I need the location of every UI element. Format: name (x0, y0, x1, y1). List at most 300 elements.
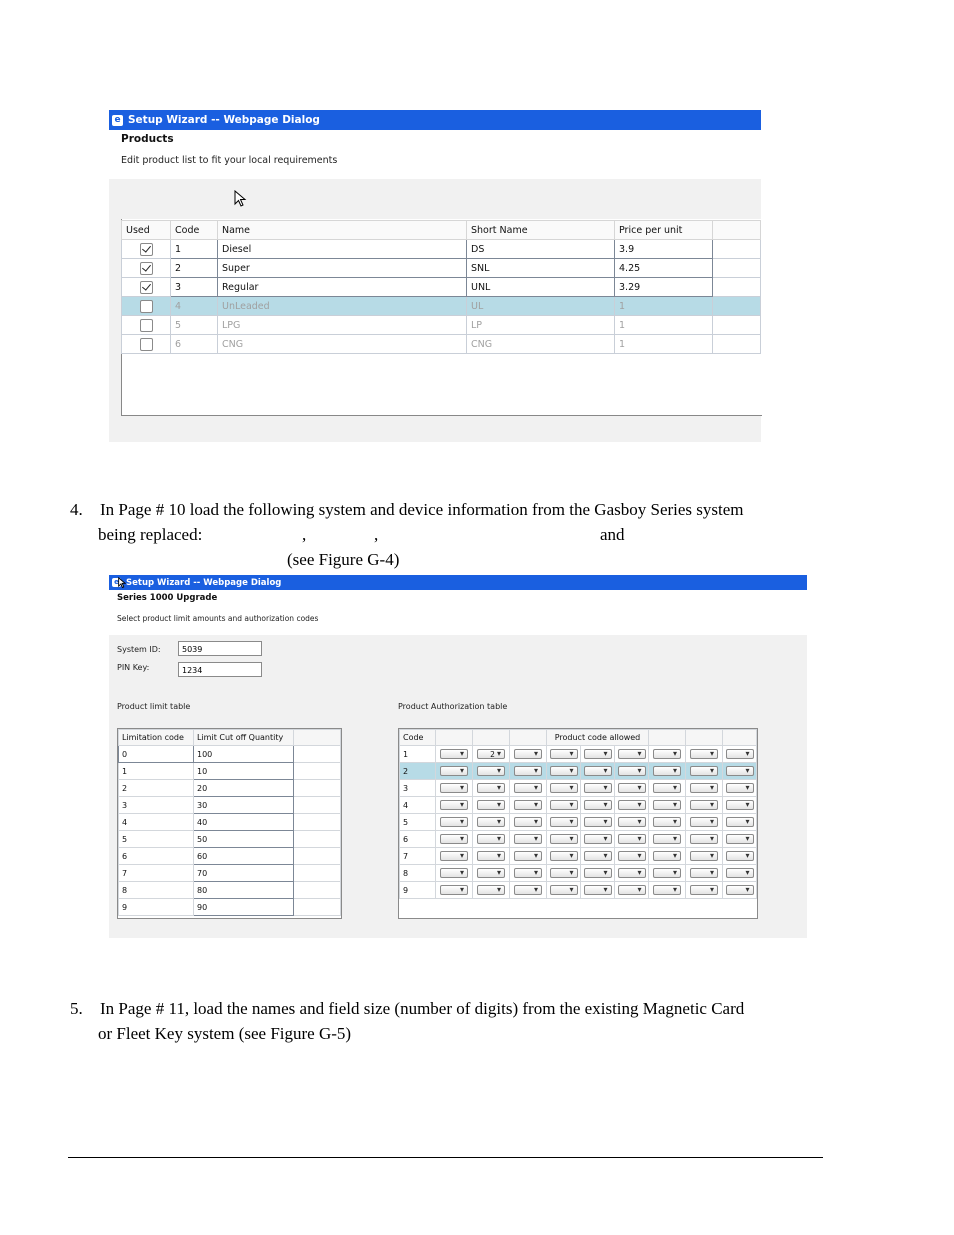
col-header-price[interactable]: Price per unit (615, 221, 713, 240)
name-cell[interactable]: Super (218, 259, 467, 278)
price-cell[interactable]: 4.25 (615, 259, 713, 278)
ie-icon: e (112, 115, 123, 126)
col-header-filler (294, 730, 341, 746)
filler-cell (294, 831, 341, 848)
auth-code-cell[interactable]: 4 (400, 797, 436, 814)
product-dropdown-cell (473, 763, 510, 780)
filler-cell (294, 848, 341, 865)
product-dropdown-cell (581, 763, 615, 780)
table-header-row (119, 730, 341, 746)
product-code-dropdown[interactable] (690, 885, 718, 895)
product-code-dropdown[interactable] (477, 868, 505, 878)
limit-qty-cell[interactable]: 100 (194, 746, 294, 763)
system-id-input[interactable]: 5039 (178, 641, 262, 656)
filler-cell (294, 865, 341, 882)
dialog-titlebar (109, 575, 807, 590)
product-dropdown-cell (547, 814, 581, 831)
product-code-dropdown[interactable] (550, 766, 578, 776)
product-code-dropdown[interactable] (653, 817, 681, 827)
table-row[interactable] (119, 899, 341, 916)
code-cell[interactable]: 4 (171, 297, 218, 316)
used-checkbox[interactable] (140, 281, 153, 294)
table-row[interactable] (400, 865, 757, 882)
price-cell[interactable]: 1 (615, 297, 713, 316)
product-code-dropdown[interactable] (514, 749, 542, 759)
step-4-comma2: , (374, 525, 379, 544)
col-header-blank (686, 730, 723, 746)
product-code-dropdown[interactable] (726, 783, 754, 793)
limitation-code-cell[interactable]: 4 (119, 814, 194, 831)
product-dropdown-cell (510, 746, 547, 763)
used-checkbox[interactable] (140, 262, 153, 275)
col-header-name[interactable]: Name (218, 221, 467, 240)
limitation-code-cell[interactable]: 2 (119, 780, 194, 797)
product-code-dropdown[interactable] (584, 766, 612, 776)
product-code-dropdown[interactable] (726, 851, 754, 861)
short-name-cell[interactable]: CNG (467, 335, 615, 354)
col-header-product-code-allowed[interactable]: Product code allowed (547, 730, 649, 746)
product-code-dropdown[interactable] (477, 800, 505, 810)
limit-qty-cell[interactable]: 90 (194, 899, 294, 916)
product-dropdown-cell (649, 831, 686, 848)
product-dropdown-cell (436, 814, 473, 831)
limit-qty-cell[interactable]: 30 (194, 797, 294, 814)
product-code-dropdown[interactable] (653, 749, 681, 759)
product-code-dropdown[interactable] (618, 834, 646, 844)
product-code-dropdown[interactable] (477, 885, 505, 895)
code-cell[interactable]: 5 (171, 316, 218, 335)
limit-qty-cell[interactable]: 50 (194, 831, 294, 848)
short-name-cell[interactable]: UL (467, 297, 615, 316)
product-code-dropdown[interactable] (550, 868, 578, 878)
table-row[interactable] (122, 240, 761, 259)
limitation-code-cell[interactable]: 7 (119, 865, 194, 882)
table-row[interactable] (119, 763, 341, 780)
step-5-line1: In Page # 11, load the names and field size (number of digits) from the existing Magnetic Card (100, 999, 745, 1018)
product-code-dropdown[interactable] (584, 783, 612, 793)
product-dropdown-cell (581, 797, 615, 814)
product-code-dropdown[interactable] (618, 851, 646, 861)
product-code-dropdown[interactable] (690, 766, 718, 776)
auth-table (399, 729, 757, 899)
table-row[interactable] (400, 780, 757, 797)
product-dropdown-cell (686, 797, 723, 814)
product-dropdown-cell (510, 780, 547, 797)
filler-cell (294, 746, 341, 763)
product-code-dropdown[interactable] (440, 885, 468, 895)
product-dropdown-cell (547, 746, 581, 763)
product-dropdown-cell (547, 865, 581, 882)
auth-code-cell[interactable]: 2 (400, 763, 436, 780)
product-dropdown-cell (615, 797, 649, 814)
product-dropdown-cell (723, 814, 757, 831)
product-code-dropdown[interactable] (584, 885, 612, 895)
product-dropdown-cell (436, 882, 473, 899)
product-dropdown-cell (547, 848, 581, 865)
pin-key-label: PIN Key: (117, 663, 150, 672)
product-code-dropdown[interactable] (726, 766, 754, 776)
col-header-blank (510, 730, 547, 746)
product-dropdown-cell (649, 865, 686, 882)
product-code-dropdown[interactable] (726, 885, 754, 895)
product-code-dropdown[interactable] (726, 834, 754, 844)
product-code-dropdown[interactable] (584, 800, 612, 810)
product-dropdown-cell (686, 746, 723, 763)
name-cell[interactable]: LPG (218, 316, 467, 335)
used-checkbox[interactable] (140, 319, 153, 332)
step-4-comma1: , (302, 525, 307, 544)
product-dropdown-cell (547, 831, 581, 848)
limitation-code-cell[interactable]: 3 (119, 797, 194, 814)
step-4-and: and (600, 525, 625, 544)
table-row[interactable] (122, 316, 761, 335)
page-subtitle: Select product limit amounts and authorization codes (117, 614, 319, 623)
product-dropdown-cell (436, 831, 473, 848)
product-code-dropdown[interactable] (514, 783, 542, 793)
product-code-dropdown[interactable] (618, 817, 646, 827)
limit-qty-cell[interactable]: 60 (194, 848, 294, 865)
filler-cell (713, 335, 761, 354)
product-code-dropdown[interactable] (514, 885, 542, 895)
product-code-dropdown[interactable] (550, 834, 578, 844)
dialog-header (109, 130, 761, 179)
product-code-dropdown[interactable] (440, 851, 468, 861)
product-code-dropdown[interactable] (584, 851, 612, 861)
used-cell (122, 297, 171, 316)
filler-cell (294, 797, 341, 814)
ie-icon: e (112, 578, 121, 587)
product-dropdown-cell (723, 831, 757, 848)
product-dropdown-cell (615, 882, 649, 899)
product-code-dropdown[interactable] (440, 766, 468, 776)
used-checkbox[interactable] (140, 338, 153, 351)
product-dropdown-cell (510, 763, 547, 780)
product-dropdown-cell (510, 831, 547, 848)
product-code-dropdown[interactable] (690, 834, 718, 844)
auth-table-title: Product Authorization table (398, 702, 508, 711)
product-dropdown-cell (473, 780, 510, 797)
filler-cell (713, 278, 761, 297)
product-dropdown-cell (723, 797, 757, 814)
product-dropdown-cell (473, 865, 510, 882)
product-code-dropdown[interactable] (690, 783, 718, 793)
product-code-dropdown[interactable] (653, 783, 681, 793)
col-header-used[interactable]: Used (122, 221, 171, 240)
product-code-dropdown[interactable] (690, 749, 718, 759)
pin-key-input[interactable]: 1234 (178, 662, 262, 677)
limitation-code-cell[interactable]: 1 (119, 763, 194, 780)
product-code-dropdown[interactable] (584, 834, 612, 844)
product-dropdown-cell (615, 814, 649, 831)
auth-code-cell[interactable]: 7 (400, 848, 436, 865)
price-cell[interactable]: 1 (615, 316, 713, 335)
product-code-dropdown[interactable] (477, 834, 505, 844)
system-id-label: System ID: (117, 645, 161, 654)
product-dropdown-cell (436, 763, 473, 780)
table-row[interactable] (122, 259, 761, 278)
name-cell[interactable]: UnLeaded (218, 297, 467, 316)
limit-qty-cell[interactable]: 10 (194, 763, 294, 780)
product-code-dropdown[interactable] (690, 868, 718, 878)
product-code-dropdown[interactable] (440, 834, 468, 844)
product-dropdown-cell (686, 848, 723, 865)
product-dropdown-cell (723, 882, 757, 899)
step-5-line2: or Fleet Key system (see Figure G-5) (98, 1024, 352, 1043)
product-code-dropdown[interactable] (584, 868, 612, 878)
product-dropdown-cell (510, 882, 547, 899)
product-dropdown-cell (510, 814, 547, 831)
product-code-dropdown[interactable] (726, 868, 754, 878)
filler-cell (713, 259, 761, 278)
step-5-number: 5. (70, 999, 83, 1018)
product-code-dropdown[interactable] (550, 749, 578, 759)
table-row[interactable] (119, 848, 341, 865)
mouse-cursor-icon (234, 190, 248, 208)
product-code-dropdown[interactable] (550, 800, 578, 810)
page-title: Products (121, 133, 174, 145)
product-code-dropdown[interactable] (514, 800, 542, 810)
price-cell[interactable]: 1 (615, 335, 713, 354)
dialog-title: Setup Wizard -- Webpage Dialog (128, 114, 320, 126)
auth-code-cell[interactable]: 5 (400, 814, 436, 831)
product-dropdown-cell (473, 831, 510, 848)
product-code-dropdown[interactable] (440, 749, 468, 759)
product-code-dropdown[interactable] (514, 817, 542, 827)
product-dropdown-cell (649, 848, 686, 865)
product-code-dropdown[interactable] (550, 783, 578, 793)
limit-qty-cell[interactable]: 40 (194, 814, 294, 831)
product-dropdown-cell (615, 831, 649, 848)
product-code-dropdown[interactable] (550, 851, 578, 861)
name-cell[interactable]: Diesel (218, 240, 467, 259)
used-cell (122, 259, 171, 278)
table-row[interactable] (400, 797, 757, 814)
product-code-dropdown[interactable] (477, 851, 505, 861)
product-code-dropdown[interactable] (514, 851, 542, 861)
product-dropdown-cell (436, 848, 473, 865)
filler-cell (294, 814, 341, 831)
step-4-number: 4. (70, 500, 83, 519)
table-row[interactable] (400, 814, 757, 831)
limitation-code-cell[interactable]: 8 (119, 882, 194, 899)
used-cell (122, 316, 171, 335)
product-dropdown-cell (615, 865, 649, 882)
price-cell[interactable]: 3.9 (615, 240, 713, 259)
filler-cell (713, 240, 761, 259)
page-subtitle: Edit product list to fit your local requirements (121, 155, 338, 166)
limitation-code-cell[interactable]: 6 (119, 848, 194, 865)
table-row[interactable] (119, 780, 341, 797)
code-cell[interactable]: 3 (171, 278, 218, 297)
product-dropdown-cell (686, 763, 723, 780)
table-row[interactable] (119, 814, 341, 831)
product-code-dropdown[interactable] (690, 800, 718, 810)
product-code-dropdown[interactable] (726, 749, 754, 759)
product-dropdown-cell (686, 831, 723, 848)
product-dropdown-cell (473, 882, 510, 899)
table-row[interactable] (122, 335, 761, 354)
product-dropdown-cell (547, 882, 581, 899)
table-row[interactable] (119, 797, 341, 814)
table-row[interactable] (400, 831, 757, 848)
product-code-dropdown[interactable] (618, 766, 646, 776)
limitation-code-cell[interactable]: 5 (119, 831, 194, 848)
product-dropdown-cell (649, 814, 686, 831)
used-checkbox[interactable] (140, 243, 153, 256)
table-row[interactable] (400, 848, 757, 865)
table-row[interactable] (119, 746, 341, 763)
limitation-code-cell[interactable]: 0 (119, 746, 194, 763)
product-code-dropdown[interactable] (514, 766, 542, 776)
product-code-dropdown[interactable] (653, 800, 681, 810)
col-header-limitation-code[interactable]: Limitation code (119, 730, 194, 746)
step-4-line3: (see Figure G-4) (287, 550, 400, 569)
short-name-cell[interactable]: DS (467, 240, 615, 259)
product-dropdown-cell (547, 797, 581, 814)
product-dropdown-cell (581, 831, 615, 848)
product-dropdown-cell (615, 746, 649, 763)
table-header-row (400, 730, 757, 746)
product-code-dropdown[interactable] (440, 817, 468, 827)
products-dialog (109, 110, 761, 442)
name-cell[interactable]: CNG (218, 335, 467, 354)
product-code-dropdown[interactable] (477, 817, 505, 827)
product-code-dropdown[interactable] (514, 834, 542, 844)
product-dropdown-cell (436, 780, 473, 797)
product-code-dropdown[interactable] (618, 800, 646, 810)
table-row[interactable] (119, 831, 341, 848)
product-code-dropdown[interactable] (653, 766, 681, 776)
table-row[interactable] (400, 882, 757, 899)
code-cell[interactable]: 6 (171, 335, 218, 354)
col-header-blank (436, 730, 473, 746)
col-header-code[interactable]: Code (171, 221, 218, 240)
limit-qty-cell[interactable]: 80 (194, 882, 294, 899)
product-code-dropdown[interactable] (477, 749, 505, 759)
product-code-dropdown[interactable] (584, 749, 612, 759)
filler-cell (294, 882, 341, 899)
product-code-dropdown[interactable] (726, 800, 754, 810)
product-code-dropdown[interactable] (690, 851, 718, 861)
table-row[interactable] (122, 297, 761, 316)
product-code-dropdown[interactable] (550, 817, 578, 827)
product-dropdown-cell (723, 848, 757, 865)
short-name-cell[interactable]: LP (467, 316, 615, 335)
mouse-cursor-icon (118, 577, 127, 589)
product-code-dropdown[interactable] (653, 851, 681, 861)
product-dropdown-cell (686, 780, 723, 797)
product-dropdown-cell (581, 882, 615, 899)
table-row[interactable] (122, 278, 761, 297)
table-row[interactable] (119, 882, 341, 899)
product-dropdown-cell (649, 882, 686, 899)
product-code-dropdown[interactable] (618, 885, 646, 895)
limit-table-title: Product limit table (117, 702, 191, 711)
col-header-blank (723, 730, 757, 746)
product-code-dropdown[interactable] (440, 868, 468, 878)
product-dropdown-cell (649, 780, 686, 797)
product-code-dropdown[interactable] (653, 834, 681, 844)
price-cell[interactable]: 3.29 (615, 278, 713, 297)
used-checkbox[interactable] (140, 300, 153, 313)
dropdown-value: 2 (490, 750, 495, 759)
limitation-code-cell[interactable]: 9 (119, 899, 194, 916)
product-dropdown-cell (473, 848, 510, 865)
col-header-short-name[interactable]: Short Name (467, 221, 615, 240)
filler-cell (294, 763, 341, 780)
product-code-dropdown[interactable] (618, 868, 646, 878)
product-code-dropdown[interactable] (514, 868, 542, 878)
limit-qty-cell[interactable]: 20 (194, 780, 294, 797)
product-dropdown-cell (649, 746, 686, 763)
auth-code-cell[interactable]: 6 (400, 831, 436, 848)
auth-code-cell[interactable]: 3 (400, 780, 436, 797)
limit-table (118, 729, 341, 916)
product-code-dropdown[interactable] (653, 868, 681, 878)
code-cell[interactable]: 2 (171, 259, 218, 278)
product-code-dropdown[interactable] (618, 783, 646, 793)
product-code-dropdown[interactable] (653, 885, 681, 895)
name-cell[interactable]: Regular (218, 278, 467, 297)
product-dropdown-cell (723, 746, 757, 763)
product-dropdown-cell (436, 865, 473, 882)
product-dropdown-cell (615, 848, 649, 865)
table-row[interactable] (400, 763, 757, 780)
col-header-blank (473, 730, 510, 746)
product-dropdown-cell (547, 780, 581, 797)
filler-cell (294, 780, 341, 797)
filler-cell (713, 297, 761, 316)
product-dropdown-cell (723, 865, 757, 882)
table-row[interactable] (119, 865, 341, 882)
product-code-dropdown[interactable] (584, 817, 612, 827)
col-header-code[interactable]: Code (400, 730, 436, 746)
product-code-dropdown[interactable] (440, 783, 468, 793)
code-cell[interactable]: 1 (171, 240, 218, 259)
product-dropdown-cell (436, 746, 473, 763)
product-dropdown-cell (686, 865, 723, 882)
product-dropdown-cell (649, 797, 686, 814)
auth-code-cell[interactable]: 1 (400, 746, 436, 763)
auth-code-cell[interactable]: 9 (400, 882, 436, 899)
short-name-cell[interactable]: SNL (467, 259, 615, 278)
product-code-dropdown[interactable] (550, 885, 578, 895)
product-dropdown-cell (581, 814, 615, 831)
dialog-header (109, 590, 807, 635)
auth-code-cell[interactable]: 8 (400, 865, 436, 882)
product-code-dropdown[interactable] (690, 817, 718, 827)
product-code-dropdown[interactable] (726, 817, 754, 827)
footer-rule (68, 1157, 823, 1158)
step-4-line2: being replaced: (98, 525, 203, 544)
product-dropdown-cell (436, 797, 473, 814)
product-code-dropdown[interactable] (477, 766, 505, 776)
series-upgrade-dialog (109, 575, 807, 938)
col-header-limit-qty[interactable]: Limit Cut off Quantity (194, 730, 294, 746)
table-row[interactable] (400, 746, 757, 763)
product-dropdown-cell (615, 780, 649, 797)
product-code-dropdown[interactable] (440, 800, 468, 810)
step-4-line1: In Page # 10 load the following system and device information from the Gasboy Series system (100, 500, 744, 519)
short-name-cell[interactable]: UNL (467, 278, 615, 297)
product-code-dropdown[interactable] (618, 749, 646, 759)
col-header-blank (649, 730, 686, 746)
used-cell (122, 335, 171, 354)
filler-cell (294, 899, 341, 916)
used-cell (122, 240, 171, 259)
product-code-dropdown[interactable] (477, 783, 505, 793)
limit-qty-cell[interactable]: 70 (194, 865, 294, 882)
